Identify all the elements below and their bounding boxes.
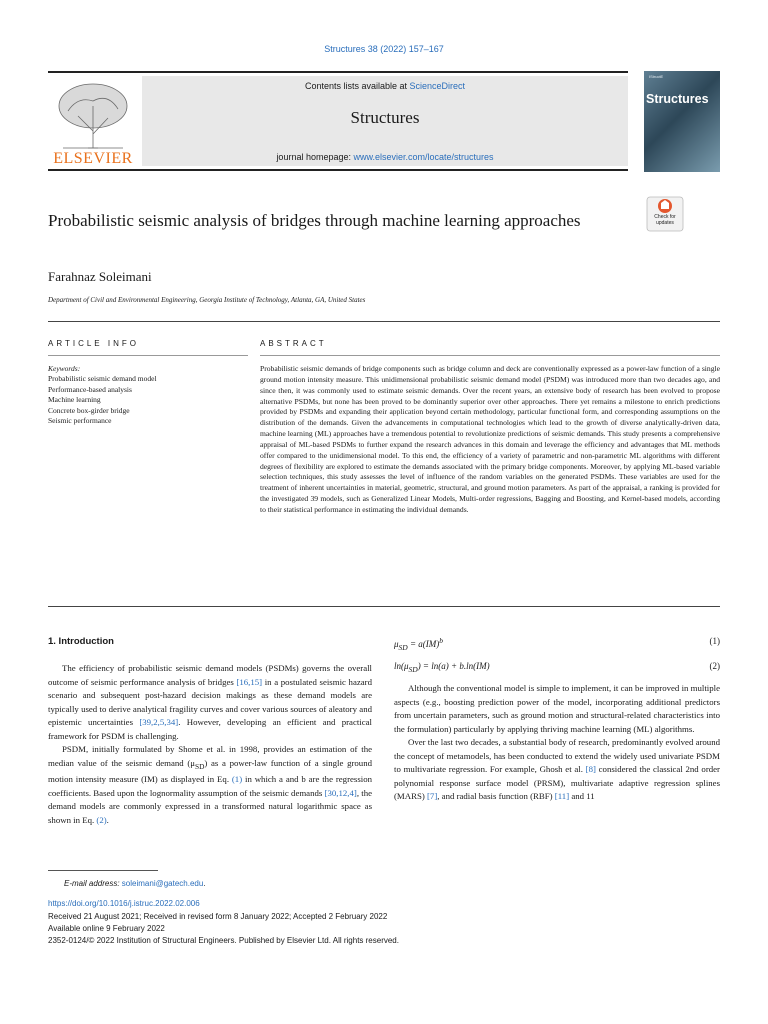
- keywords-label: Keywords:: [48, 364, 81, 373]
- citation-link[interactable]: [16,15]: [236, 676, 263, 687]
- homepage-link[interactable]: www.elsevier.com/locate/structures: [353, 152, 494, 162]
- contents-line: Contents lists available at ScienceDirect: [304, 81, 466, 91]
- citation-link[interactable]: [7]: [427, 791, 438, 802]
- keyword-item: Probabilistic seismic demand model: [48, 374, 157, 383]
- intro-paragraph-4: Over the last two decades, a substantial body of research, predominantly evolved around the concept of metamodels, has been conducted to extend the widely used univariate PSDM to multivariate regression. For example, Ghosh et al. [8] considered the classical 2nd order polynomial response surface model (PRSM), multivariate adaptive regression splines (MARS) [7], and radial basis function (RBF) [11] and 11: [394, 737, 720, 802]
- journal-title: Structures: [350, 108, 420, 127]
- abstract-bottom-rule: [48, 606, 720, 607]
- article-title: Probabilistic seismic analysis of bridges through machine learning approaches: [48, 211, 581, 230]
- citation-link[interactable]: [8]: [585, 764, 596, 775]
- online-date: Available online 9 February 2022: [48, 924, 165, 933]
- author-affiliation: Department of Civil and Environmental Engineering, Georgia Institute of Technology, Atlanta, GA, United States: [48, 296, 366, 304]
- title-block-rule: [48, 321, 720, 322]
- intro-right-column: [394, 682, 720, 804]
- citation-link[interactable]: [39,2,5,34]: [139, 717, 179, 728]
- article-info-heading: ARTICLE INFO: [48, 339, 139, 348]
- keyword-item: Seismic performance: [48, 416, 112, 426]
- email-footnote: E-mail address: soleimani@gatech.edu.: [64, 879, 206, 888]
- equation-link[interactable]: (2): [96, 814, 107, 825]
- section-heading-introduction: 1. Introduction: [48, 636, 114, 647]
- copyright-line: 2352-0124/© 2022 Institution of Structural Engineers. Published by Elsevier Ltd. All rights reserved.: [48, 936, 399, 945]
- intro-paragraph-1: The efficiency of probabilistic seismic demand models (PSDMs) governs the overall outcome of seismic performance analysis of bridges [16,15] in a postulated seismic hazard scenario and subsequent post-hazard decision makings as these demand models are typically used to derive analytical fragility curves and cover various sources of aleatory and epistemic uncertainties [39,2,5,34]. However, developing an efficient and practical framework for PSDM is challenging.: [48, 663, 372, 741]
- abstract-rule: [260, 355, 720, 356]
- equation-1: $\mu_{SD} = a(IM)^b$ (1): [394, 636, 720, 652]
- keyword-item: Concrete box-girder bridge: [48, 405, 130, 415]
- doi-link[interactable]: https://doi.org/10.1016/j.istruc.2022.02.006: [48, 899, 200, 908]
- cover-title: Structures: [646, 92, 709, 106]
- footnote-rule: [48, 870, 158, 871]
- elsevier-wordmark: ELSEVIER: [53, 150, 133, 167]
- abstract-heading: ABSTRACT: [260, 339, 327, 348]
- equation-number: (1): [709, 636, 720, 646]
- journal-reference[interactable]: Structures 38 (2022) 157–167: [324, 44, 444, 54]
- email-link[interactable]: soleimani@gatech.edu: [121, 879, 204, 888]
- equation-2: $\ln(\mu_{SD}) = \ln(a) + b.\ln(IM)$ (2): [394, 661, 720, 674]
- author-name[interactable]: Farahnaz Soleimani: [48, 269, 152, 284]
- citation-link[interactable]: [30,12,4]: [324, 787, 357, 798]
- abstract-text: Probabilistic seismic demands of bridge components such as bridge column and deck are conventionally expressed as a power-law function of a single ground motion intensity measure. This unidimensional probabilistic seismic demand model (PSDM) was introduced more than two decades ago, and since then, it was commonly used to estimate seismic demands. Over the recent years, an extensive body of research has been evolved to propose alternative PSDMs, but none has been proved to be dominantly superior over other approaches. There yet remains a milestone to enrich predictions provided by PSDMs and expanding their application beyond certain methodology, particular functional form, and corresponding assumptions on the distribution of the demands. Given the advancements in computational technologies which lead to the growth of diverse analytically-driven data, machine learning (ML) approaches have a tremendous potential to revolutionize predictions of seismic demands. This study presents a comprehensive appraisal of ML-based PSDMs to further expand the research advances in this domain and leverage the efficiency and advantages that ML methods offer compared to the unidimensional model. To this end, the efficiency of a variety of parametric and non-parametric ML algorithms with different degrees of flexibility are explored to estimate the demands associated with the primary bridge components. Moreover, by applying ML-based variable selection techniques, this study assesses the level of influence of the random variables on the generated PSDMs. These variables are used for the treatment of inherent uncertainties in material, geometric, structural, and ground motion parameters. As part of the appraisal, a ranking is provided for the investigated 39 models, such as Generalized Linear Models, Multi-order regressions, Bagging and Boosting, and Kernel-based models, according to their statistical performance in estimating the individual demands.: [260, 364, 720, 514]
- citation-link[interactable]: [11]: [554, 791, 570, 802]
- journal-cover-image[interactable]: [644, 71, 720, 172]
- equation-number: (2): [709, 661, 720, 671]
- header-top-rule: [48, 71, 628, 73]
- intro-paragraph-3: Although the conventional model is simple to implement, it can be improved in multiple aspects (e.g., boosting prediction power of the model, incorporating additional predictors from uncertain parameters, such as ground motion and structural-related characteristics into the formulation) particularly by applying thriving machine learning (ML) algorithms.: [394, 683, 720, 734]
- article-info-rule: [48, 355, 248, 356]
- keyword-item: Machine learning: [48, 395, 101, 405]
- check-for-updates-label[interactable]: Check for updates: [654, 214, 676, 226]
- equation-link[interactable]: (1): [231, 774, 243, 785]
- keywords-list: [48, 374, 248, 427]
- received-dates: Received 21 August 2021; Received in revised form 8 January 2022; Accepted 2 February 2022: [48, 912, 388, 921]
- sciencedirect-link[interactable]: ScienceDirect: [409, 81, 466, 91]
- homepage-line: journal homepage: www.elsevier.com/locate/structures: [276, 152, 494, 162]
- intro-paragraph-2: PSDM, initially formulated by Shome et al. in 1998, provides an estimation of the median value of the seismic demand $(\mu_{SD})$ as a power-law function of a single ground motion intensity measure (IM) as displayed in Eq. (1) in which a and b are the regression coefficients. Based upon the lognormality assumption of the seismic demands [30,12,4], the demand models are commonly expressed in a transformed natural logarithmic space as shown in Eq. (2).: [48, 744, 372, 825]
- keyword-item: Performance-based analysis: [48, 384, 132, 394]
- intro-left-column: [48, 662, 372, 827]
- header-bottom-rule: [48, 169, 628, 171]
- cover-publisher-mark: IStructE: [649, 74, 664, 79]
